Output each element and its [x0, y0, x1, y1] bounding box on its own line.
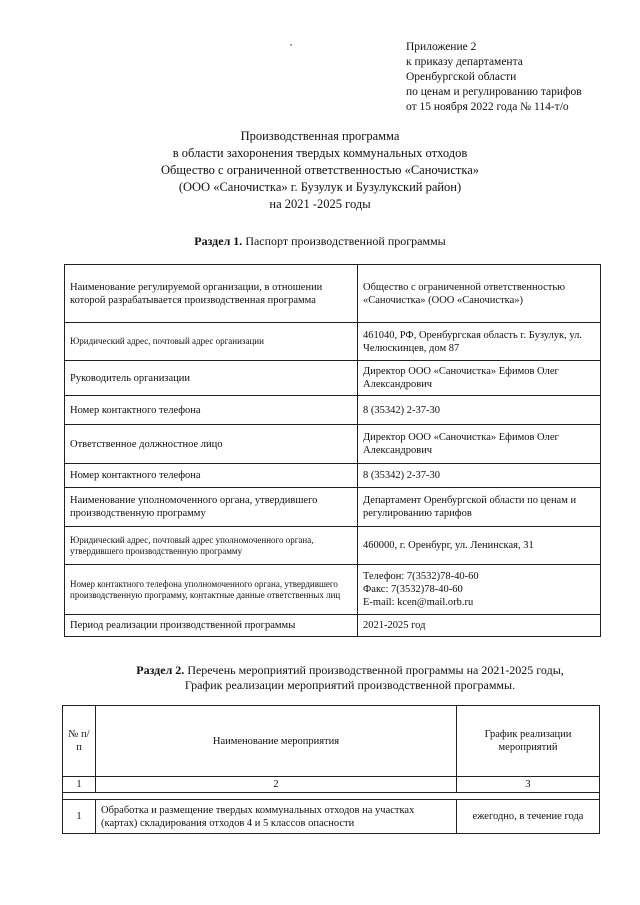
passport-value: Департамент Оренбургской области по ценам и регулированию тарифов [358, 488, 601, 527]
passport-value: 8 (35342) 2-37-30 [358, 396, 601, 425]
event-num: 1 [63, 800, 96, 834]
spacer-row [63, 793, 600, 800]
table-row [65, 396, 601, 425]
passport-table [64, 264, 601, 637]
passport-key: Номер контактного телефона [65, 396, 358, 425]
section1-label: Раздел 1. [194, 234, 243, 248]
table-row [65, 265, 601, 323]
title-line: Производственная программа [240, 129, 400, 143]
section2-title-line1 [0, 663, 640, 678]
passport-value: Общество с ограниченной ответственностью «Саночистка» (ООО «Саночистка») [358, 265, 601, 323]
contact-fax: Факс: 7(3532)78-40-60 [363, 584, 463, 595]
contact-phone: Телефон: 7(3532)78-40-60 [363, 571, 479, 582]
passport-value: Директор ООО «Саночистка» Ефимов Олег Александрович [358, 425, 601, 464]
event-schedule: ежегодно, в течение года [457, 800, 600, 834]
title-line: (ООО «Саночистка» г. Бузулук и Бузулукский район) [178, 180, 462, 194]
passport-key: Номер контактного телефона [65, 464, 358, 488]
section2-heading [0, 663, 640, 693]
column-number: 2 [96, 777, 457, 793]
passport-value: Директор ООО «Саночистка» Ефимов Олег Александрович [358, 361, 601, 396]
section2-title: Перечень мероприятий производственной программы на 2021-2025 годы, [187, 663, 564, 677]
section2-title-line2: График реализации мероприятий производственной программы. [184, 678, 516, 692]
passport-key: Ответственное должностное лицо [65, 425, 358, 464]
table-row [65, 323, 601, 361]
passport-key: Юридический адрес, почтовый адрес уполномоченного органа, утвердившего производственную программу [65, 527, 358, 565]
passport-key: Наименование регулируемой организации, в отношении которой разрабатывается производственная программа [65, 265, 358, 323]
passport-key: Юридический адрес, почтовый адрес организации [65, 323, 358, 361]
header-schedule: График реализации мероприятий [457, 706, 600, 777]
passport-value: 461040, РФ, Оренбургская область г. Бузулук, ул. Челюскинцев, дом 87 [358, 323, 601, 361]
passport-value: 460000, г. Оренбург, ул. Ленинская, 31 [358, 527, 601, 565]
passport-key: Наименование уполномоченного органа, утвердившего производственную программу [65, 488, 358, 527]
title-line: Общество с ограниченной ответственностью «Саночистка» [160, 163, 480, 177]
contact-email: E-mail: kcen@mail.orb.ru [363, 597, 474, 608]
passport-value: 8 (35342) 2-37-30 [358, 464, 601, 488]
table-row [65, 527, 601, 565]
table-row [65, 361, 601, 396]
scan-speck [290, 44, 292, 46]
passport-value: 2021-2025 год [358, 615, 601, 637]
table-row [65, 615, 601, 637]
approval-line: по ценам и регулированию тарифов [406, 86, 582, 98]
section2-label: Раздел 2. [136, 663, 185, 677]
column-number-row [63, 777, 600, 793]
passport-key: Период реализации производственной программы [65, 615, 358, 637]
table-row [65, 425, 601, 464]
passport-key: Руководитель организации [65, 361, 358, 396]
approval-line: Приложение 2 [406, 41, 477, 53]
table-row [65, 488, 601, 527]
approval-line: от 15 ноября 2022 года № 114-т/о [406, 101, 569, 113]
section1-heading [0, 234, 640, 249]
document-title [0, 128, 640, 213]
passport-contacts [358, 565, 601, 615]
column-number: 3 [457, 777, 600, 793]
event-name: Обработка и размещение твердых коммунальных отходов на участках (картах) складирования отходов 4 и 5 классов опасности [96, 800, 457, 834]
title-line: в области захоронения твердых коммунальных отходов [172, 146, 468, 160]
approval-block [406, 40, 636, 115]
table-row [63, 800, 600, 834]
passport-key: Номер контактного телефона уполномоченного органа, утвердившего производственную программу, контактные данные ответственных лиц [65, 565, 358, 615]
table-header-row [63, 706, 600, 777]
events-table [62, 705, 600, 834]
title-line: на 2021 -2025 годы [269, 197, 371, 211]
spacer-cell [63, 793, 600, 800]
header-num: № п/п [63, 706, 96, 777]
approval-line: Оренбургской области [406, 71, 517, 83]
header-name: Наименование мероприятия [96, 706, 457, 777]
approval-line: к приказу департамента [406, 56, 523, 68]
section1-title: Паспорт производственной программы [245, 234, 446, 248]
column-number: 1 [63, 777, 96, 793]
table-row [65, 464, 601, 488]
table-row [65, 565, 601, 615]
